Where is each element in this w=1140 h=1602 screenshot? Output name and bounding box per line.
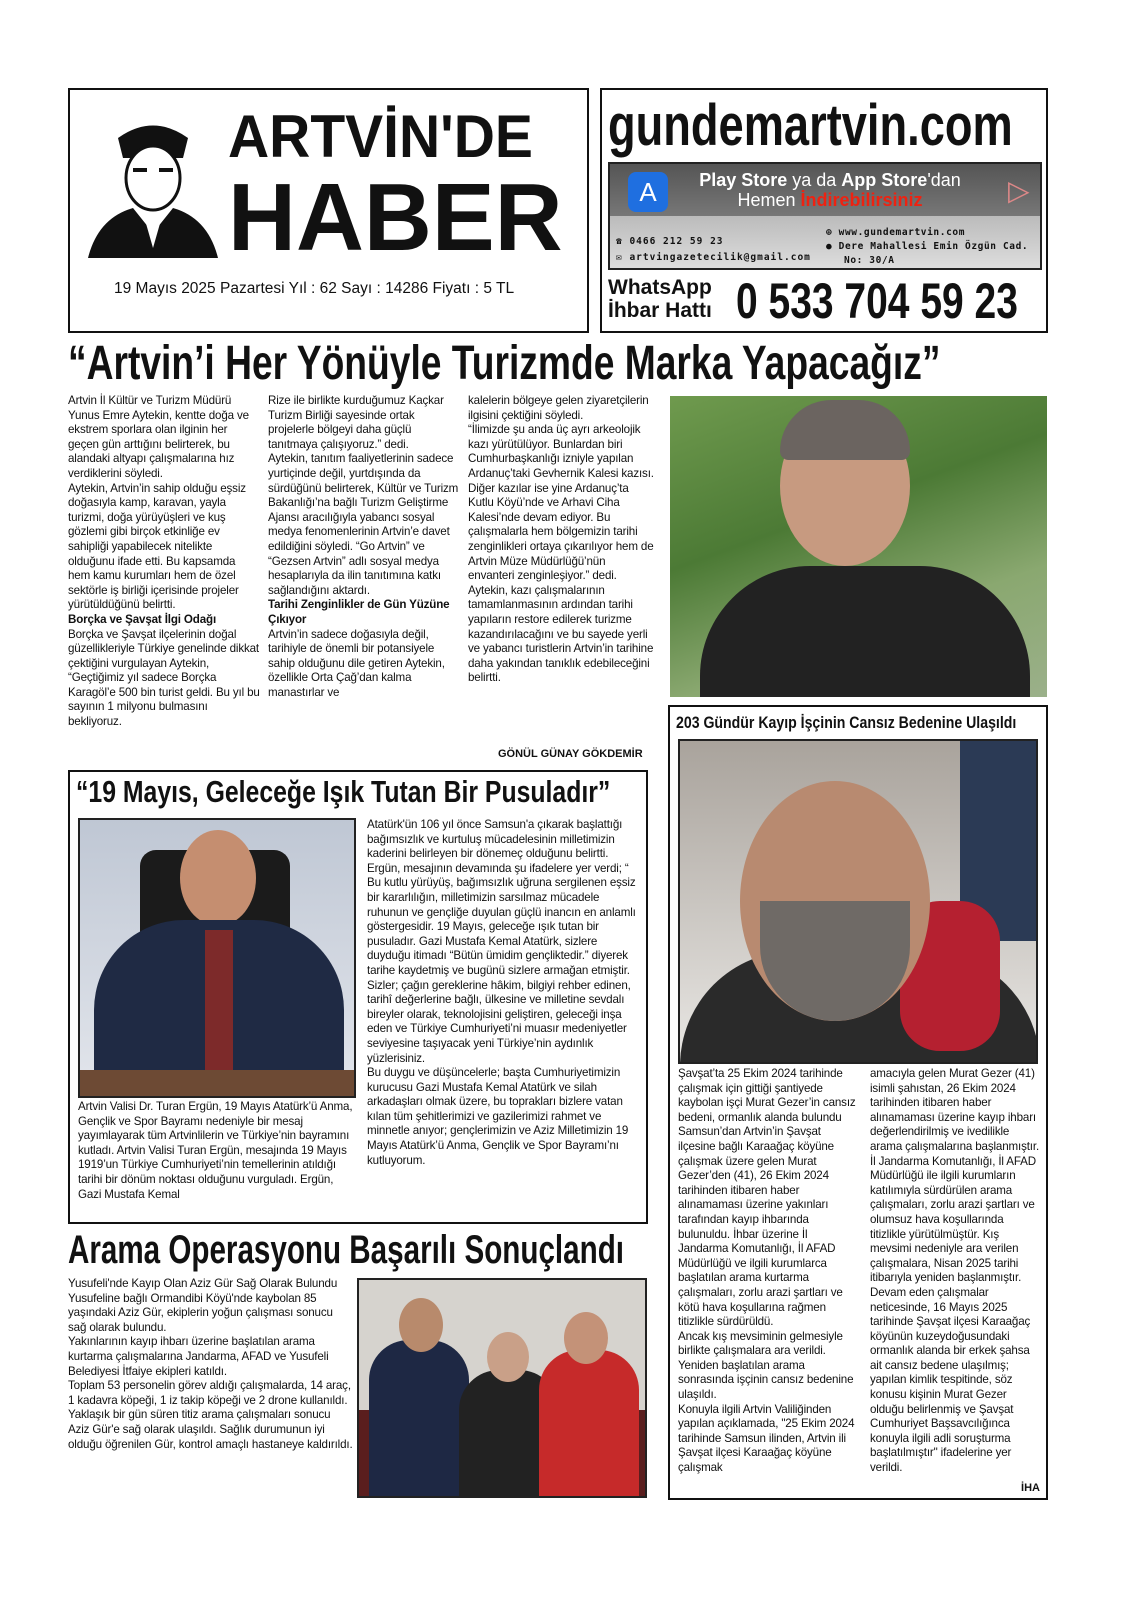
article4-col1 bbox=[678, 1067, 858, 1476]
google-play-icon: ▷ bbox=[1008, 175, 1030, 206]
byline: GÖNÜL GÜNAY GÖKDEMİR bbox=[498, 748, 643, 760]
subhead: Tarihi Zenginlikler de Gün Yüzüne Çıkıyor bbox=[268, 598, 450, 626]
paragraph: Bu duygu ve düşüncelerle; başta Cumhuriyetimizin kurucusu Gazi Mustafa Kemal Atatürk ve silah arkadaşları olmak üzere, bu toprakları bizlere vatan kılan tüm şehitlerimizi ve gazilerimizi rahmet ve minnetle anıyor; gençlerimizin ve Aziz Milletimizin 19 Mayıs Atatürk’ü Anma, Gençlik ve Spor Bayramı’nı kutluyorum. bbox=[367, 1066, 629, 1167]
promo-box bbox=[600, 88, 1048, 333]
paragraph: kalelerin bölgeye gelen ziyaretçilerin ilgisini çektiğini söyledi. bbox=[468, 394, 649, 422]
photo-rescue bbox=[357, 1278, 647, 1498]
paragraph: Toplam 53 personelin görev aldığı çalışmalarda, 14 araç, 1 kadavra köpeği, 1 iz takip köpeği ve 2 drone kullanıldı. bbox=[68, 1379, 351, 1407]
website: ⊕ www.gundemartvin.com bbox=[826, 227, 966, 238]
whatsapp-label: WhatsApp bbox=[608, 276, 712, 299]
paragraph: Şavşat’ta 25 Ekim 2024 tarihinde çalışmak için gittiği şantiyede kaybolan işçi Murat Gezer’in cansız bedeni, ormanlık alanda bulundu bbox=[678, 1067, 856, 1124]
article4-box bbox=[668, 705, 1048, 1500]
source-credit: İHA bbox=[1021, 1482, 1040, 1494]
paragraph: Artvin İl Kültür ve Turizm Müdürü Yunus Emre Aytekin, kentte doğa ve ekstrem sporlara olan ilginin her geçen gün arttığını belirterek, bu alandaki altyapı çalışmalarına hız verdiklerini söyledi. bbox=[68, 394, 249, 480]
paragraph: Rize ile birlikte kurduğumuz Kaçkar Turizm Birliği sayesinde ortak projelerle bölgeyi daha güçlü tanıtmaya çalışıyoruz.” dedi. bbox=[268, 394, 444, 451]
article3-headline: Arama Operasyonu Başarılı Sonuçlandı bbox=[68, 1228, 625, 1272]
subhead: Borçka ve Şavşat İlgi Odağı bbox=[68, 612, 217, 626]
photo-aytekin bbox=[670, 396, 1047, 697]
paragraph: Samsun’dan Artvin’in Şavşat ilçesine bağlı Karaağaç köyüne çalışmak üzere gelen Murat Gezer’den (41), 26 Ekim 2024 tarihinden itibaren haber alınamaması üzerine yakınları tarafından kayıp ihbarında bulunuldu. İhbar üzerine İl Jandarma Komutanlığı, İl AFAD Müdürlüğü ve ilgili kurumlarca başlatılan arama kurtarma çalışmaları, zorlu arazi şartları ve kötü hava koşullarına rağmen titizlikle sürdürüldü. bbox=[678, 1125, 843, 1329]
paragraph: Ancak kış mevsiminin gelmesiyle birlikte çalışmalara ara verildi. Yeniden başlatılan arama sonrasında işçinin cansız bedenine ulaşıldı. bbox=[678, 1329, 854, 1402]
address-line2: No: 30/A bbox=[844, 255, 895, 266]
photo-vali bbox=[78, 818, 356, 1098]
app-store-icon: A bbox=[628, 172, 668, 212]
masthead-line2: HABER bbox=[228, 164, 563, 271]
paragraph: Yaklaşık bir gün süren titiz arama çalışmaları sonucu Aziz Gür'e sağ olarak ulaşıldı. Sağlık durumunun iyi olduğu öğrenilen Gür, kontrol amaçlı hastaneye kaldırıldı. bbox=[68, 1408, 353, 1451]
globe-icon: ⊕ bbox=[826, 227, 839, 238]
paragraph: Atatürk'ün 106 yıl önce Samsun'a çıkarak başlattığı bağımsızlık ve kurtuluş mücadelesinin milletimizin kaderini belirleyen bir dönemeç olduğunu belirtti. bbox=[367, 818, 623, 861]
ataturk-portrait-icon bbox=[88, 108, 218, 258]
email: ✉ artvingazetecilik@gmail.com bbox=[616, 252, 811, 263]
store-line1-d: 'dan bbox=[927, 170, 961, 190]
store-line1-b: ya da bbox=[787, 170, 842, 190]
paragraph: Yusufeline bağlı Ormandibi Köyü'nde kaybolan 85 yaşındaki Aziz Gür, ekiplerin yoğun çalışması sonucu sağ olarak bulundu. bbox=[68, 1291, 333, 1334]
article1-col2 bbox=[268, 394, 460, 700]
article4-headline: 203 Gündür Kayıp İşçinin Cansız Bedenine Ulaşıldı bbox=[676, 713, 1017, 732]
article2-body bbox=[367, 818, 643, 1168]
paragraph: Aytekin, kazı çalışmalarının tamamlanmasının ardından tarihi yapıların restore edilerek turizme kazandırılacağını ve bu sayede yerli ve yabancı turistlerin Artvin’in tarihine daha yakından tanıklık edebileceğini belirtti. bbox=[468, 583, 654, 685]
address: ● Dere Mahallesi Emin Özgün Cad. bbox=[826, 241, 1029, 252]
dateline: 19 Mayıs 2025 Pazartesi Yıl : 62 Sayı : 14286 Fiyatı : 5 TL bbox=[114, 280, 515, 297]
store-line1-a: Play Store bbox=[699, 170, 788, 190]
app-banner[interactable] bbox=[608, 162, 1042, 270]
mail-icon: ✉ bbox=[616, 252, 630, 263]
paragraph: Borçka ve Şavşat ilçelerinin doğal güzellikleriyle Türkiye genelinde dikkat çektiğini vurgulayan Aytekin, “Geçtiğimiz yıl sadece Borçka Karagöl’e 500 bin turist geldi. Bu yıl bu sayının 1 milyonu bulmasını bekliyoruz. bbox=[68, 627, 260, 729]
paragraph: Konuyla ilgili Artvin Valiliğinden yapılan açıklamada, "25 Ekim 2024 tarihinde Samsun ilinden, Artvin ili Şavşat ilçesi Karaağaç köyüne çalışmak bbox=[678, 1402, 855, 1475]
article2-caption: Artvin Valisi Dr. Turan Ergün, 19 Mayıs Atatürk’ü Anma, Gençlik ve Spor Bayramı nedeniyle bir mesaj yayımlayarak tüm Artvinlilerin ve Türkiye’nin bayramını kutladı. Artvin Valisi Turan Ergün, mesajında 19 Mayıs 1919’un Türkiye Cumhuriyeti’nin temellerinin atıldığı tarihi bir dönüm noktası olduğunu vurguladı. Ergün, Gazi Mustafa Kemal bbox=[78, 1100, 353, 1201]
paragraph: “İlimizde şu anda üç ayrı arkeolojik kazı yürütülüyor. Bunlardan biri Cumhurbaşkanlığı izniyle yapılan Ardanuç’taki Gevhernik Kalesi kazısı. Diğer kazılar ise yine Ardanuç’ta Kutlu Köyü’nde ve Arhavi Ciha Kalesi’nde devam ediyor. Bu çalışmalarla hem bölgemizin tarihi zenginlikleri ortaya çıkarılıyor hem de Artvin Müze Müdürlüğü’nün envanteri zenginleşiyor.” dedi. bbox=[468, 423, 654, 583]
paragraph: Ergün, mesajının devamında şu ifadelere yer verdi; “ Bu kutlu yürüyüş, bağımsızlık uğruna sergilenen eşsiz bir kararlılığın, milletimizin sarsılmaz mücadele ruhunun ve gençliğe duyulan güçlü inancın en anlamlı göstergesidir. 19 Mayıs, geleceğe ışık tutan bir pusuladır. Gazi Mustafa Kemal Atatürk, sizlere duyduğu itimadı “Bütün ümidim gençliktedir.” diyerek tarihe kaydetmiş ve bugünü sizlere armağan etmiştir. Sizler; çağın gereklerine hâkim, bilgiyi rehber edinen, tarihî değerlerine bağlı, ülkesine ve milletine sevdalı bireyler olarak, teknolojisini geliştiren, geleceği inşa eden ve Türkiye Cumhuriyeti’ni muasır medeniyetler seviyesine taşıyacak yeni Türkiye’nin aydınlık yüzlerisiniz. bbox=[367, 861, 636, 1065]
photo-murat-gezer bbox=[678, 739, 1038, 1064]
article1-col3 bbox=[468, 394, 654, 686]
article1-headline: “Artvin’i Her Yönüyle Turizmde Marka Yapacağız” bbox=[68, 337, 941, 390]
store-line2-b: İndirebilirsiniz bbox=[800, 190, 923, 210]
article2-box bbox=[68, 770, 648, 1224]
whatsapp-number[interactable]: 0 533 704 59 23 bbox=[736, 273, 1018, 329]
article4-col2 bbox=[870, 1067, 1042, 1476]
masthead-line1: ARTVİN'DE bbox=[228, 103, 533, 170]
paragraph: Aytekin, tanıtım faaliyetlerinin sadece yurtiçinde değil, yurtdışında da sürdüğünü belirterek, Kültür ve Turizm Bakanlığı’na bağlı Turizm Geliştirme Ajansı aracılığıyla yabancı sosyal medya fenomenlerinin Artvin’e davet edildiğini söyledi. “Go Artvin” ve “Gezsen Artvin” adlı sosyal medya hesaplarıyla da ilin tanıtımına katkı sağlandığını aktardı. bbox=[268, 452, 459, 597]
article3-body bbox=[68, 1277, 353, 1452]
paragraph: amacıyla gelen Murat Gezer (41) isimli şahıstan, 26 Ekim 2024 tarihinden itibaren haber alınamaması üzerine kayıp ihbarı değerlendirilmiş ve ivedilikle arama çalışmalarına başlanmıştır. İl Jandarma Komutanlığı, İl AFAD Müdürlüğü ile ilgili kurumların katılımıyla sürdürülen arama çalışmaları, zorlu arazi şartları ve olumsuz hava koşullarında titizlikle yürütülmüştür. Kış mevsimi nedeniyle ara verilen çalışmalara, Nisan 2025 tarihi itibarıyla yeniden başlanmıştır. Devam eden çalışmalar neticesinde, 16 Mayıs 2025 tarihinde Şavşat ilçesi Karaağaç köyünün kuzeydoğusundaki ormanlık alanda bir erkek şahsa ait cansız bedene ulaşılmış; yapılan kimlik tespitinde, söz konusu kişinin Murat Gezer olduğu belirlenmiş ve Şavşat Cumhuriyet Başsavcılığınca konuyla ilgili adli soruşturma başlatılmıştır" ifadelerine yer verildi. bbox=[870, 1067, 1040, 1475]
store-line2-a: Hemen bbox=[737, 190, 801, 210]
location-pin-icon: ● bbox=[826, 241, 839, 252]
site-name[interactable]: gundemartvin.com bbox=[608, 93, 1013, 158]
store-line1-c: App Store bbox=[841, 170, 928, 190]
ihbar-label: İhbar Hattı bbox=[608, 299, 712, 322]
paragraph: Yusufeli'nde Kayıp Olan Aziz Gür Sağ Olarak Bulundu bbox=[68, 1277, 338, 1290]
paragraph: Aytekin, Artvin’in sahip olduğu eşsiz doğasıyla kamp, karavan, yayla turizmi, doğa yürüyüşleri ve kuş gözlemi gibi birçok etkinliğe ev sahipliği yapabilecek nitelikte olduğunu ifade etti. Bu kapsamda hem kamu kurumları hem de özel sektörle iş birliği içerisinde projeler yürütüldüğünü belirtti. bbox=[68, 481, 246, 612]
paragraph: Yakınlarının kayıp ihbarı üzerine başlatılan arama kurtarma çalışmalarına Jandarma, AFAD ve Yusufeli Belediyesi İtfaiye ekipleri katıldı. bbox=[68, 1335, 329, 1378]
masthead bbox=[68, 88, 589, 333]
article2-headline: “19 Mayıs, Geleceğe Işık Tutan Bir Pusuladır” bbox=[76, 774, 611, 809]
phone: ☎ 0466 212 59 23 bbox=[616, 236, 724, 247]
phone-icon: ☎ bbox=[616, 236, 630, 247]
paragraph: Artvin’in sadece doğasıyla değil, tarihiyle de önemli bir potansiyele sahip olduğunu dile getiren Aytekin, özellikle Orta Çağ’dan kalma manastırlar ve bbox=[268, 627, 445, 699]
article1-col1 bbox=[68, 394, 260, 730]
